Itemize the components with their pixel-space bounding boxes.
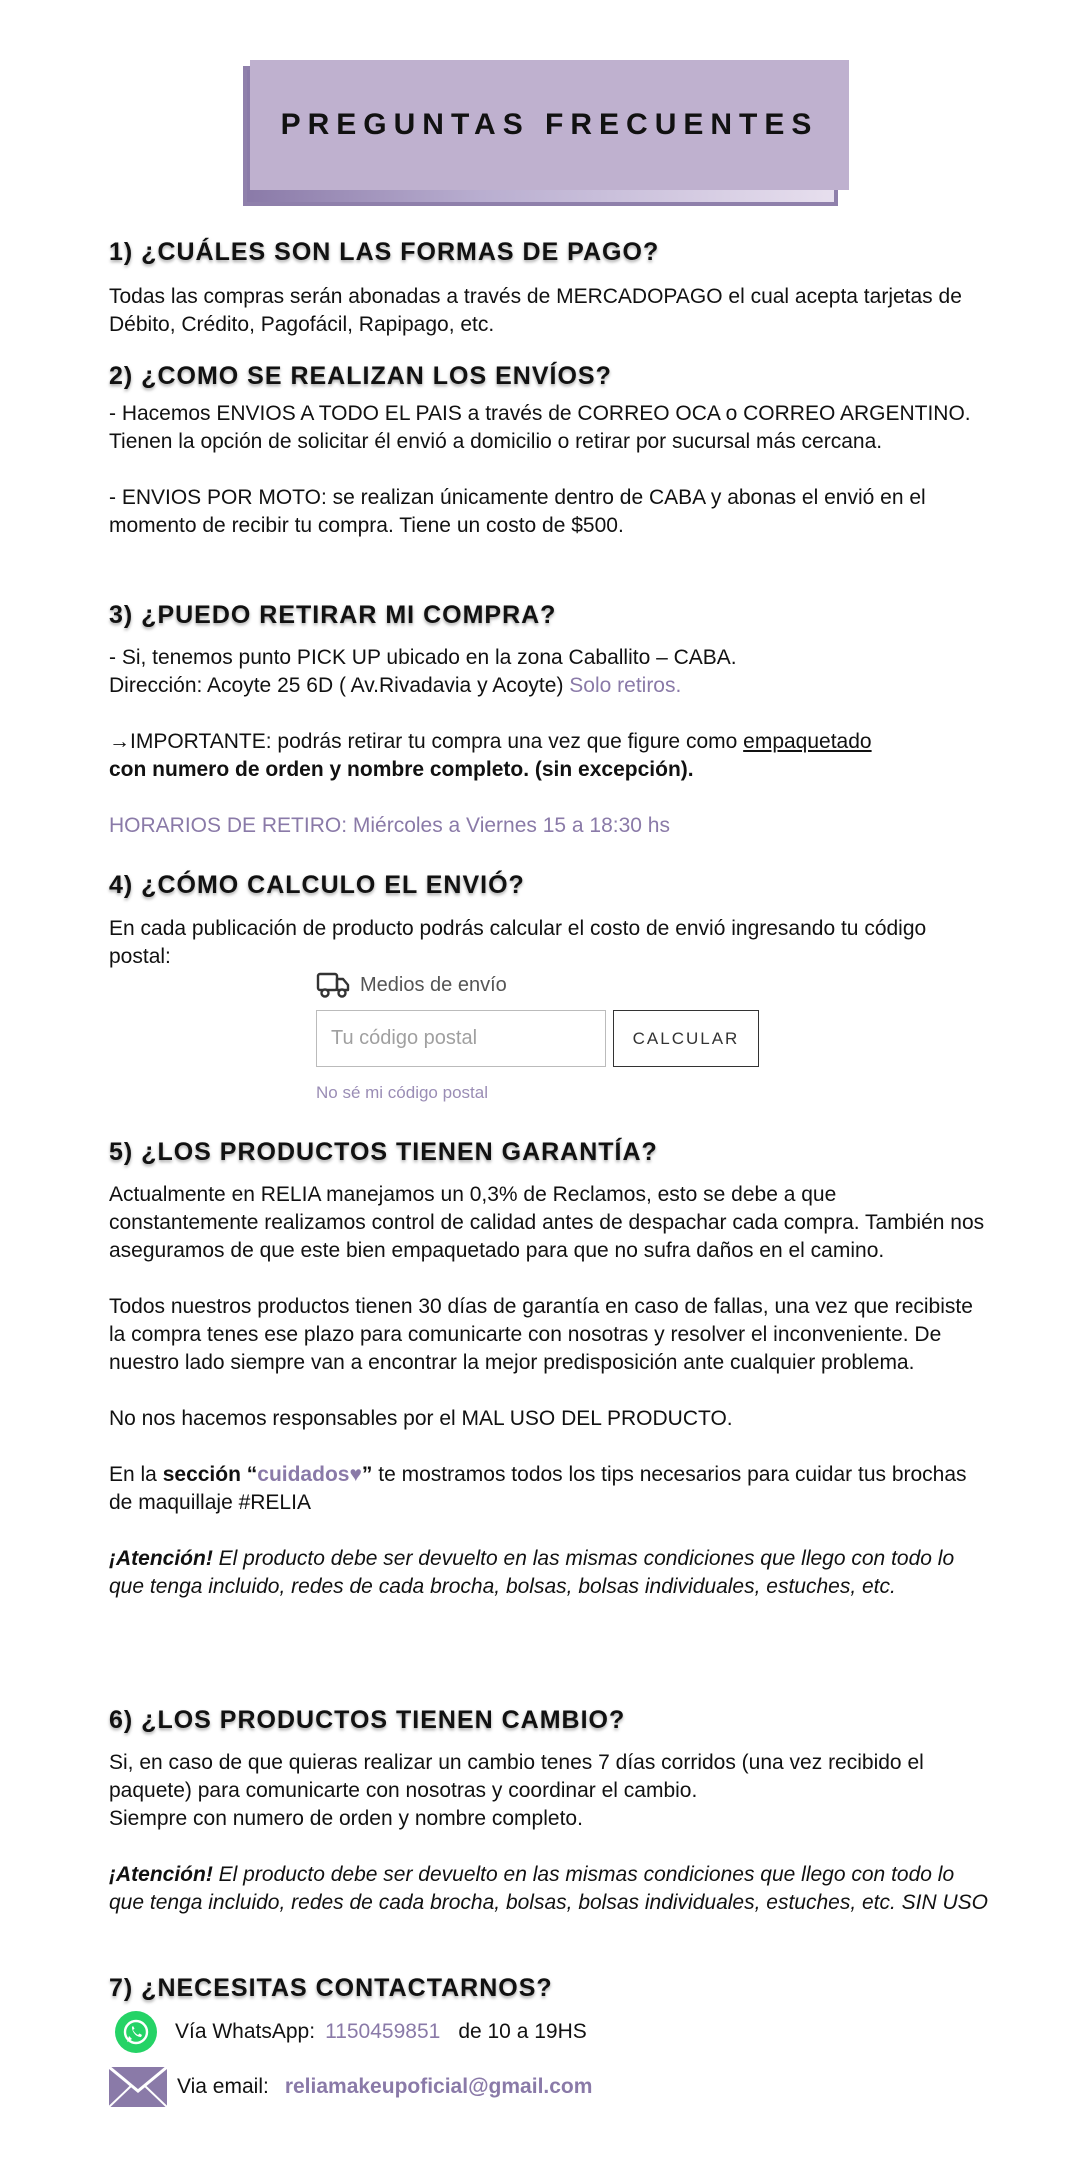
warranty-text-3: No nos hacemos responsables por el MAL USO DEL PRODUCTO. [109, 1407, 733, 1430]
important-bold: con numero de orden y nombre completo. (sin excepción). [109, 758, 694, 781]
contact-whatsapp [109, 2011, 587, 2053]
calculate-button[interactable]: CALCULAR [613, 1010, 759, 1067]
page-title: PREGUNTAS FRECUENTES [280, 108, 819, 141]
faq-title-shipping: 2) ¿COMO SE REALIZAN LOS ENVÍOS? [109, 362, 612, 390]
shipping-text-1: - Hacemos ENVIOS A TODO EL PAIS a través de CORREO OCA o CORREO ARGENTINO. Tienen la opción de solicitar él envió a domicilio o retirar por sucursal más cercana. [109, 402, 971, 453]
warranty-text-2: Todos nuestros productos tienen 30 días de garantía en caso de fallas, una vez que recibiste la compra tenes ese plazo para comunicarte con nosotras y resolver el inconveniente. De nuestro lado siempre van a encontrar la mejor predisposición ante cualquier problema. [109, 1295, 973, 1374]
faq-title-pickup: 3) ¿PUEDO RETIRAR MI COMPRA? [109, 601, 557, 629]
faq-title-exchange: 6) ¿LOS PRODUCTOS TIENEN CAMBIO? [109, 1706, 626, 1734]
faq-title-payment: 1) ¿CUÁLES SON LAS FORMAS DE PAGO? [109, 238, 660, 266]
pickup-address: Dirección: Acoyte 25 6D ( Av.Rivadavia y Acoyte) [109, 674, 564, 697]
payment-text: Todas las compras serán abonadas a través de MERCADOPAGO el cual acepta tarjetas de Débito, Crédito, Pagofácil, Rapipago, etc. [109, 285, 962, 336]
warranty-attention [109, 1545, 989, 1601]
exchange-text-2: Siempre con numero de orden y nombre completo. [109, 1807, 583, 1830]
pickup-line-2 [109, 672, 989, 700]
exchange-attention-text: El producto debe ser devuelto en las mismas condiciones que llego con todo lo que tenga incluido, redes de cada brocha, bolsas, bolsas individuales, estuches, etc. SIN USO [109, 1863, 989, 1914]
pickup-only-note: Solo retiros. [569, 674, 682, 697]
faq-answer-shipping-calc [109, 915, 989, 971]
attention-text: El producto debe ser devuelto en las mismas condiciones que llego con todo lo que tenga incluido, redes de cada brocha, bolsas, bolsas individuales, estuches, etc. [109, 1547, 955, 1598]
faq-title-contact: 7) ¿NECESITAS CONTACTARNOS? [109, 1974, 553, 2002]
email-label: Via email: [177, 2075, 269, 2098]
care-link[interactable]: cuidados♥ [257, 1463, 362, 1486]
shipping-text-2: - ENVIOS POR MOTO: se realizan únicamente dentro de CABA y abonas el envió en el momento de recibir tu compra. Tiene un costo de $500. [109, 486, 926, 537]
whatsapp-icon [115, 2011, 157, 2053]
unknown-postal-code-link[interactable]: No sé mi código postal [316, 1083, 488, 1102]
mail-icon [109, 2067, 167, 2107]
faq-title-shipping-calc: 4) ¿CÓMO CALCULO EL ENVIÓ? [109, 871, 525, 899]
pickup-important [109, 728, 989, 784]
important-text: →IMPORTANTE: podrás retirar tu compra una vez que figure como [109, 730, 738, 753]
whatsapp-label: Vía WhatsApp: [175, 2020, 316, 2043]
faq-answer-payment [109, 283, 989, 339]
email-address-link[interactable]: reliamakeupoficial@gmail.com [284, 2075, 593, 2098]
care-section-label: sección “ [162, 1463, 258, 1486]
exchange-attention [109, 1861, 989, 1917]
care-tips-text: te mostramos todos los tips necesarios para cuidar tus brochas de maquillaje #RELIA [109, 1463, 967, 1514]
pickup-line-1: - Si, tenemos punto PICK UP ubicado en la zona Caballito – CABA. [109, 646, 737, 669]
important-underlined: empaquetado [743, 730, 872, 753]
exchange-text-1: Si, en caso de que quieras realizar un cambio tenes 7 días corridos (una vez recibido el paquete) para comunicarte con nosotras y coordinar el cambio. [109, 1751, 924, 1802]
attention-label: ¡Atención! [109, 1547, 213, 1570]
pickup-hours: HORARIOS DE RETIRO: Miércoles a Viernes 15 a 18:30 hs [109, 814, 670, 837]
shipping-widget [316, 970, 766, 1110]
faq-answer-shipping [109, 400, 989, 540]
banner-fill [250, 60, 849, 190]
faq-answer-pickup [109, 644, 989, 840]
exchange-attention-label: ¡Atención! [109, 1863, 213, 1886]
faq-title-warranty: 5) ¿LOS PRODUCTOS TIENEN GARANTÍA? [109, 1138, 658, 1166]
care-quote-close: ” [361, 1463, 373, 1486]
faq-answer-exchange [109, 1749, 989, 1917]
whatsapp-number-link[interactable]: 1150459851 [325, 2020, 441, 2043]
whatsapp-hours: de 10 a 19HS [458, 2020, 587, 2043]
faq-answer-warranty [109, 1181, 989, 1601]
shipping-calc-text: En cada publicación de producto podrás calcular el costo de envió ingresando tu código postal: [109, 917, 927, 968]
care-intro: En la [109, 1463, 157, 1486]
shipping-widget-heading: Medios de envío [360, 973, 507, 996]
contact-email [109, 2067, 592, 2107]
truck-icon [316, 971, 350, 999]
warranty-text-1: Actualmente en RELIA manejamos un 0,3% de Reclamos, esto se debe a que constantemente realizamos control de calidad antes de despachar cada compra. También nos aseguramos de que este bien empaquetado para que no sufra daños en el camino. [109, 1183, 985, 1262]
postal-code-input[interactable] [316, 1010, 606, 1067]
shipping-widget-header [316, 970, 507, 1000]
page-banner [243, 60, 849, 206]
warranty-care-text [109, 1461, 989, 1517]
